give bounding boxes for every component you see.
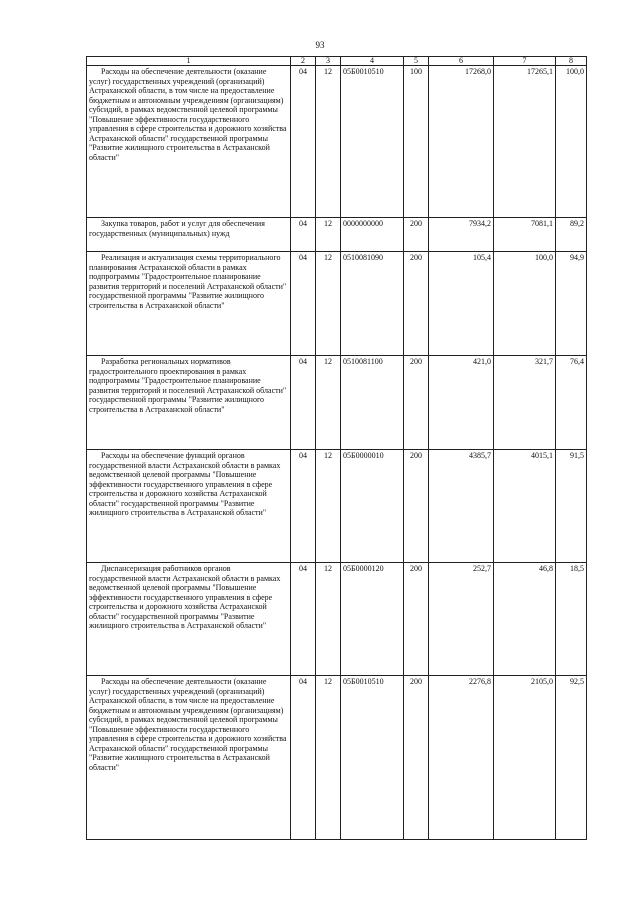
table-row [87,563,587,676]
cell-section: 04 [291,66,316,218]
cell-percent: 100,0 [556,66,587,218]
cell-expense-type: 200 [404,356,429,450]
budget-table [86,56,587,840]
column-header: 1 [87,57,291,66]
cell-executed: 4015,1 [494,450,556,563]
cell-planned: 421,0 [429,356,494,450]
cell-expense-type: 200 [404,218,429,252]
cell-target-article: 05Б0010510 [341,66,404,218]
cell-executed: 321,7 [494,356,556,450]
cell-percent: 18,5 [556,563,587,676]
cell-subsection: 12 [316,676,341,840]
column-header: 7 [494,57,556,66]
cell-target-article: 05Б0010510 [341,676,404,840]
cell-planned: 7934,2 [429,218,494,252]
cell-planned: 2276,8 [429,676,494,840]
cell-section: 04 [291,252,316,356]
column-header: 6 [429,57,494,66]
cell-expense-type: 200 [404,563,429,676]
row-description: Расходы на обеспечение функций органов государственной власти Астраханской области в рамках ведомственной целевой программы "Повышение эффективности государственного управления в сфере строительства и дорожного хозяйства Астраханской области" государственной программы "Развитие жилищного строительства в Астраханской области" [87,450,291,563]
cell-executed: 46,8 [494,563,556,676]
cell-expense-type: 100 [404,66,429,218]
cell-executed: 7081,1 [494,218,556,252]
cell-subsection: 12 [316,218,341,252]
column-header: 2 [291,57,316,66]
cell-expense-type: 200 [404,252,429,356]
cell-percent: 91,5 [556,450,587,563]
cell-target-article: 0510081090 [341,252,404,356]
column-header: 3 [316,57,341,66]
cell-subsection: 12 [316,450,341,563]
cell-section: 04 [291,450,316,563]
cell-executed: 17265,1 [494,66,556,218]
cell-section: 04 [291,356,316,450]
cell-subsection: 12 [316,356,341,450]
cell-planned: 17268,0 [429,66,494,218]
cell-subsection: 12 [316,252,341,356]
cell-section: 04 [291,218,316,252]
cell-subsection: 12 [316,563,341,676]
row-description: Расходы на обеспечение деятельности (оказание услуг) государственных учреждений (организаций) Астраханской области, в том числе на предоставление бюджетным и автономным учреждениям (организациям) субсидий, в рамках ведомственной целевой программы "Повышение эффективности государственного управления в сфере строительства и дорожного хозяйства Астраханской области" государственной программы "Развитие жилищного строительства в Астраханской области" [87,676,291,840]
cell-subsection: 12 [316,66,341,218]
cell-expense-type: 200 [404,450,429,563]
table-row [87,450,587,563]
row-description: Реализация и актуализация схемы территориального планирования Астраханской области в рамках подпрограммы "Градостроительное планирование развития территорий и поселений Астраханской области" государственной программы "Развитие жилищного строительства в Астраханской области" [87,252,291,356]
cell-target-article: 05Б0000120 [341,563,404,676]
table-row [87,252,587,356]
header-row [87,57,587,66]
cell-percent: 76,4 [556,356,587,450]
cell-executed: 2105,0 [494,676,556,840]
cell-section: 04 [291,676,316,840]
page-number: 93 [315,40,325,50]
cell-percent: 94,9 [556,252,587,356]
cell-target-article: 0000000000 [341,218,404,252]
cell-target-article: 0510081100 [341,356,404,450]
cell-planned: 4385,7 [429,450,494,563]
column-header: 5 [404,57,429,66]
row-description: Закупка товаров, работ и услуг для обеспечения государственных (муниципальных) нужд [87,218,291,252]
cell-section: 04 [291,563,316,676]
column-header: 4 [341,57,404,66]
table-row [87,676,587,840]
cell-percent: 92,5 [556,676,587,840]
cell-target-article: 05Б0000010 [341,450,404,563]
table-row [87,356,587,450]
cell-executed: 100,0 [494,252,556,356]
column-header: 8 [556,57,587,66]
table-row [87,218,587,252]
cell-planned: 252,7 [429,563,494,676]
cell-expense-type: 200 [404,676,429,840]
cell-percent: 89,2 [556,218,587,252]
row-description: Разработка региональных нормативов градостроительного проектирования в рамках подпрограммы "Градостроительное планирование развития территорий и поселений Астраханской области" государственной программы "Развитие жилищного строительства в Астраханской области" [87,356,291,450]
row-description: Расходы на обеспечение деятельности (оказание услуг) государственных учреждений (организаций) Астраханской области, в том числе на предоставление бюджетным и автономным учреждениям (организациям) субсидий, в рамках ведомственной целевой программы "Повышение эффективности государственного управления в сфере строительства и дорожного хозяйства Астраханской области" государственной программы "Развитие жилищного строительства в Астраханской области" [87,66,291,218]
table-row [87,66,587,218]
cell-planned: 105,4 [429,252,494,356]
row-description: Диспансеризация работников органов государственной власти Астраханской области в рамках ведомственной целевой программы "Повышение эффективности государственного управления в сфере строительства и дорожного хозяйства Астраханской области" государственной программы "Развитие жилищного строительства в Астраханской области" [87,563,291,676]
